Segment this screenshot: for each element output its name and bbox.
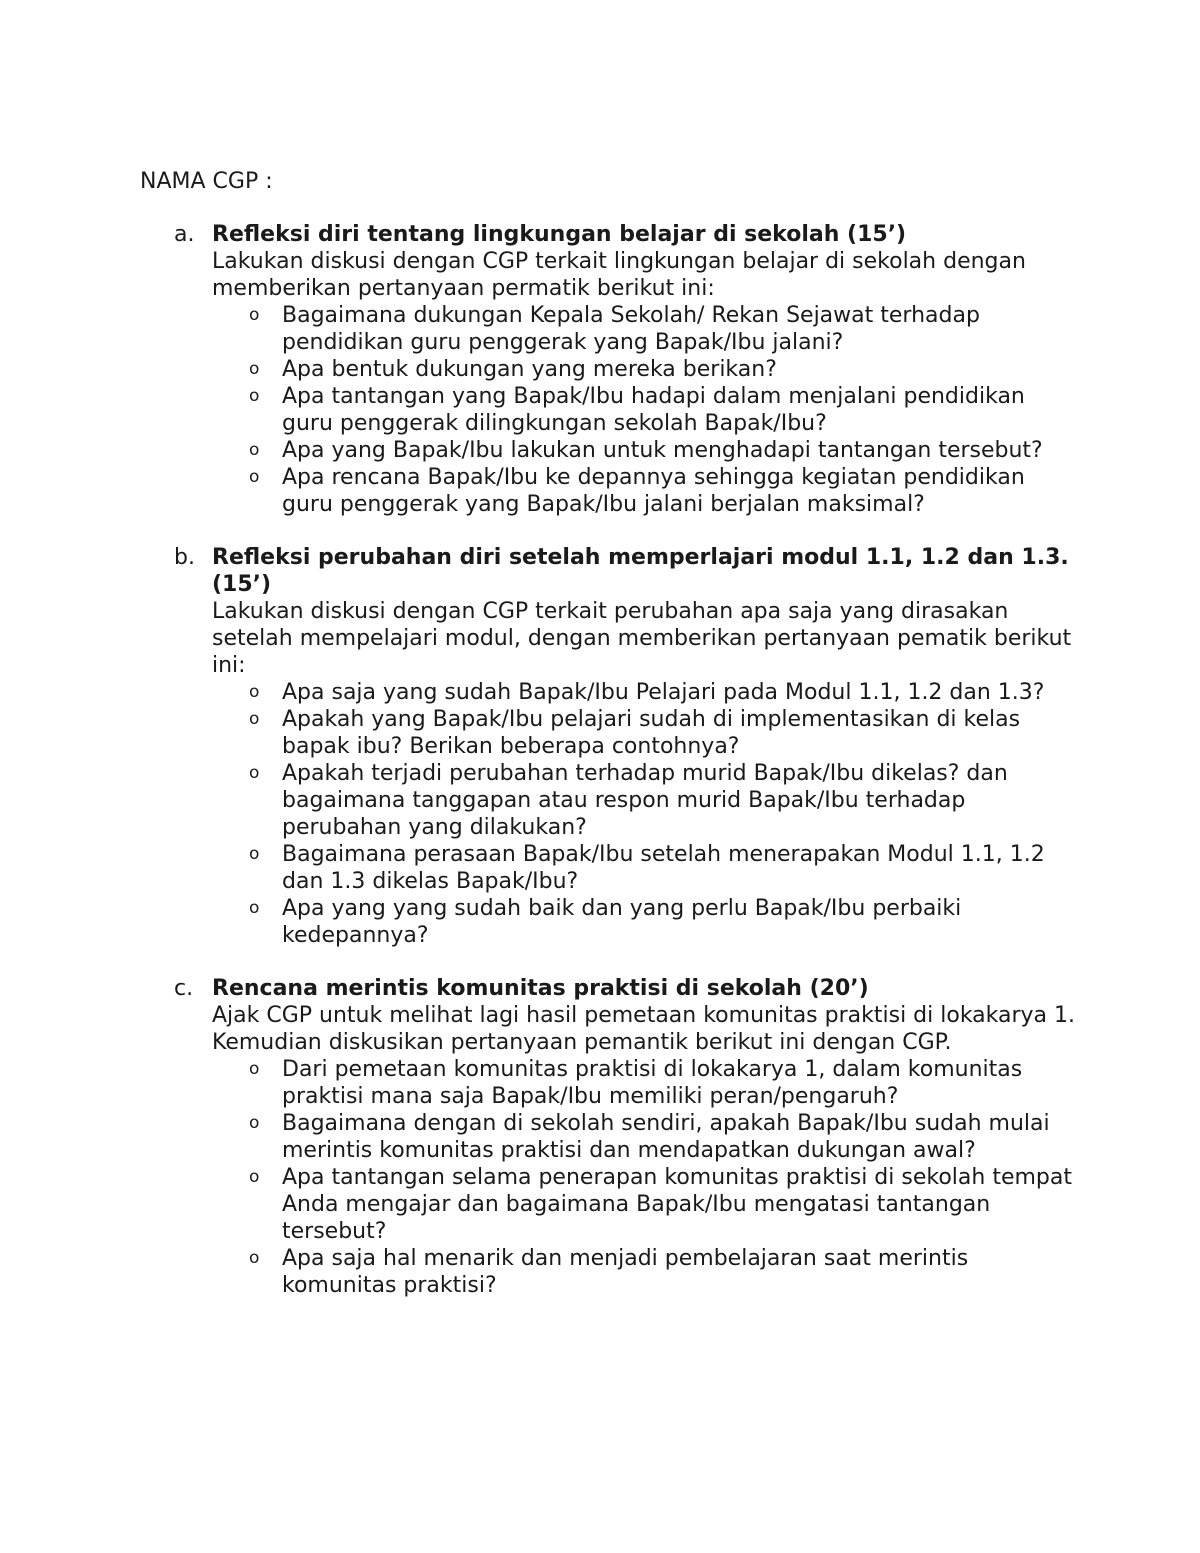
section-heading: Rencana merintis komunitas praktisi di sekolah (20’): [212, 976, 869, 1001]
question-list: [212, 302, 1080, 518]
section-heading: Refleksi perubahan diri setelah memperlajari modul 1.1, 1.2 dan 1.3. (15’): [212, 545, 1069, 597]
circle-bullet-icon: o: [249, 1167, 260, 1187]
section-intro: Lakukan diskusi dengan CGP terkait lingkungan belajar di sekolah dengan memberikan pertanyaan permatik berikut ini:: [212, 249, 1026, 301]
circle-bullet-icon: o: [249, 763, 260, 783]
circle-bullet-icon: o: [249, 305, 260, 325]
circle-bullet-icon: o: [249, 682, 260, 702]
question-item: [212, 1110, 1080, 1164]
question-text: Apa tantangan selama penerapan komunitas praktisi di sekolah tempat Anda mengajar dan bagaimana Bapak/Ibu mengatasi tantangan tersebut?: [282, 1165, 1072, 1244]
question-text: Dari pemetaan komunitas praktisi di lokakarya 1, dalam komunitas praktisi mana saja Bapak/Ibu memiliki peran/pengaruh?: [282, 1057, 1023, 1109]
question-item: [212, 302, 1080, 356]
section-b: [140, 544, 1080, 949]
question-list: [212, 1056, 1080, 1299]
question-item: [212, 1245, 1080, 1299]
circle-bullet-icon: o: [249, 1248, 260, 1268]
question-text: Apa saja hal menarik dan menjadi pembelajaran saat merintis komunitas praktisi?: [282, 1246, 969, 1298]
circle-bullet-icon: o: [249, 898, 260, 918]
question-text: Bagaimana perasaan Bapak/Ibu setelah menerapakan Modul 1.1, 1.2 dan 1.3 dikelas Bapak/Ibu?: [282, 842, 1045, 894]
question-text: Apa saja yang sudah Bapak/Ibu Pelajari pada Modul 1.1, 1.2 dan 1.3?: [282, 680, 1045, 705]
question-text: Apa tantangan yang Bapak/Ibu hadapi dalam menjalani pendidikan guru penggerak dilingkungan sekolah Bapak/Ibu?: [282, 384, 1025, 436]
question-item: [212, 383, 1080, 437]
section-c: [140, 975, 1080, 1299]
question-item: [212, 1056, 1080, 1110]
question-text: Apa yang yang sudah baik dan yang perlu Bapak/Ibu perbaiki kedepannya?: [282, 896, 962, 948]
question-item: [212, 895, 1080, 949]
question-text: Apa bentuk dukungan yang mereka berikan?: [282, 357, 777, 382]
section-letter: a.: [174, 222, 195, 247]
circle-bullet-icon: o: [249, 359, 260, 379]
section-a: [140, 221, 1080, 518]
circle-bullet-icon: o: [249, 844, 260, 864]
circle-bullet-icon: o: [249, 386, 260, 406]
question-item: [212, 356, 1080, 383]
circle-bullet-icon: o: [249, 1113, 260, 1133]
question-item: [212, 437, 1080, 464]
circle-bullet-icon: o: [249, 440, 260, 460]
question-text: Apakah yang Bapak/Ibu pelajari sudah di implementasikan di kelas bapak ibu? Berikan beberapa contohnya?: [282, 707, 1021, 759]
question-item: [212, 841, 1080, 895]
section-intro: Ajak CGP untuk melihat lagi hasil pemetaan komunitas praktisi di lokakarya 1. Kemudian diskusikan pertanyaan pemantik berikut ini dengan CGP.: [212, 1003, 1076, 1055]
question-text: Bagaimana dukungan Kepala Sekolah/ Rekan Sejawat terhadap pendidikan guru penggerak yang Bapak/Ibu jalani?: [282, 303, 980, 355]
section-letter: c.: [174, 976, 194, 1001]
question-item: [212, 1164, 1080, 1245]
question-item: [212, 706, 1080, 760]
section-intro: Lakukan diskusi dengan CGP terkait perubahan apa saja yang dirasakan setelah mempelajari modul, dengan memberikan pertanyaan pematik berikut ini:: [212, 599, 1072, 678]
document-page: [140, 168, 1080, 1325]
circle-bullet-icon: o: [249, 467, 260, 487]
document-title: NAMA CGP :: [140, 169, 273, 194]
circle-bullet-icon: o: [249, 1059, 260, 1079]
question-text: Apa yang Bapak/Ibu lakukan untuk menghadapi tantangan tersebut?: [282, 438, 1043, 463]
section-letter: b.: [174, 545, 195, 570]
question-item: [212, 760, 1080, 841]
question-text: Apa rencana Bapak/Ibu ke depannya sehingga kegiatan pendidikan guru penggerak yang Bapak/Ibu jalani berjalan maksimal?: [282, 465, 1025, 517]
circle-bullet-icon: o: [249, 709, 260, 729]
question-text: Apakah terjadi perubahan terhadap murid Bapak/Ibu dikelas? dan bagaimana tanggapan atau respon murid Bapak/Ibu terhadap perubahan yang dilakukan?: [282, 761, 1008, 840]
question-item: [212, 679, 1080, 706]
question-text: Bagaimana dengan di sekolah sendiri, apakah Bapak/Ibu sudah mulai merintis komunitas praktisi dan mendapatkan dukungan awal?: [282, 1111, 1050, 1163]
question-list: [212, 679, 1080, 949]
section-heading: Refleksi diri tentang lingkungan belajar di sekolah (15’): [212, 222, 907, 247]
question-item: [212, 464, 1080, 518]
